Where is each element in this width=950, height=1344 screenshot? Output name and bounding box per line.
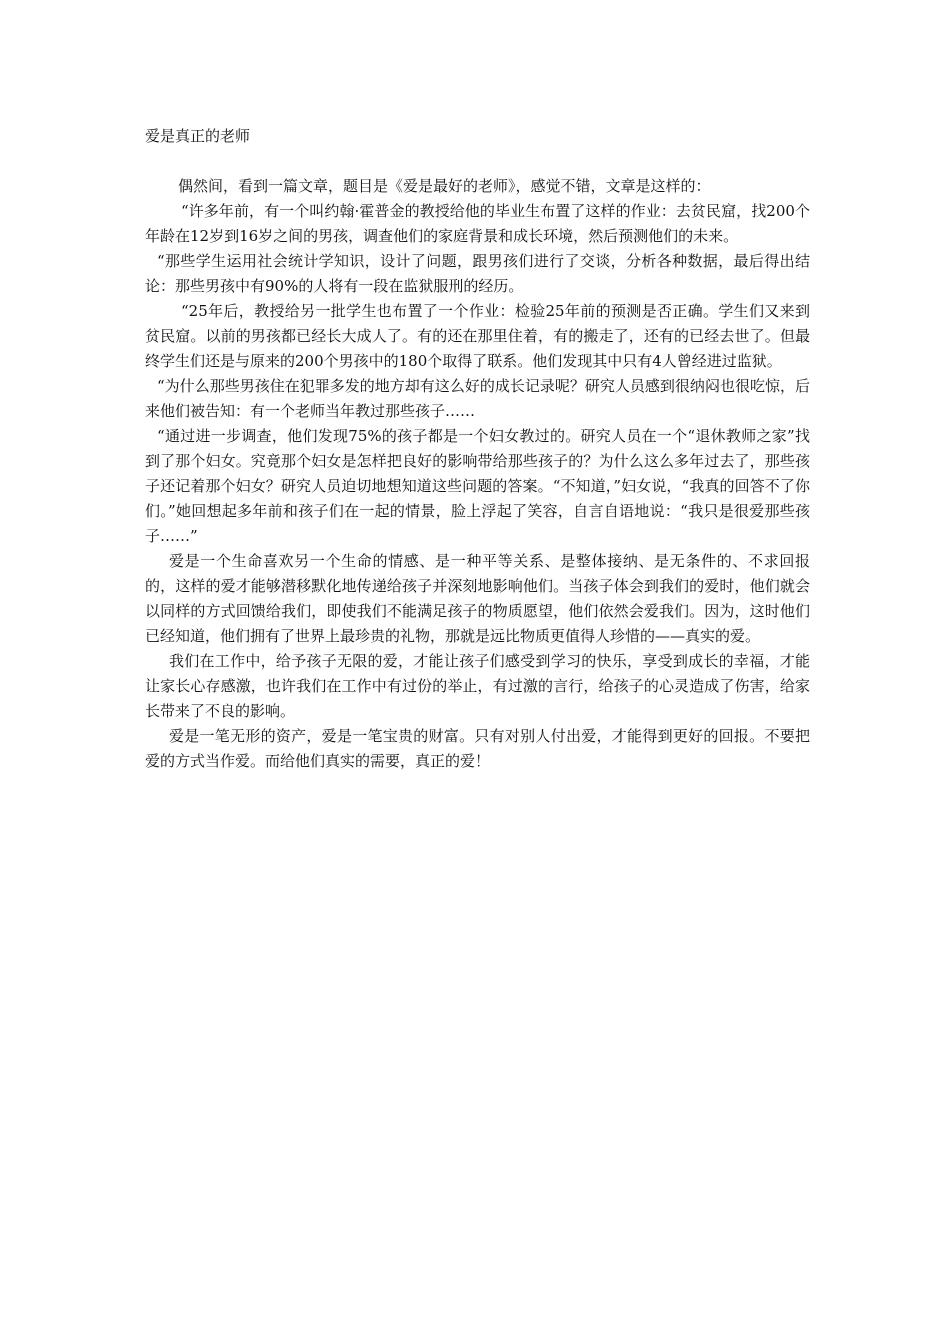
paragraph-reflection-2: 我们在工作中，给予孩子无限的爱，才能让孩子们感受到学习的快乐，享受到成长的幸福，才能让家长心存感激，也许我们在工作中有过份的举止，有过激的言行，给孩子的心灵造成了伤害，给家长带来了不良的影响。 — [145, 652, 810, 720]
document-page — [145, 124, 810, 774]
paragraph-story-2: “那些学生运用社会统计学知识，设计了问题，跟男孩们进行了交谈，分析各种数据，最后得出结论：那些男孩中有90%的人将有一段在监狱服刑的经历。 — [145, 252, 810, 295]
paragraph-story-4: “为什么那些男孩住在犯罪多发的地方却有这么好的成长记录呢？研究人员感到很纳闷也很吃惊，后来他们被告知：有一个老师当年教过那些孩子…… — [145, 377, 810, 420]
paragraph-intro: 偶然间，看到一篇文章，题目是《爱是最好的老师》，感觉不错，文章是这样的： — [178, 177, 711, 195]
document-title: 爱是真正的老师 — [145, 127, 251, 145]
paragraph-story-1: “许多年前，有一个叫约翰·霍普金的教授给他的毕业生布置了这样的作业：去贫民窟，找200个年龄在12岁到16岁之间的男孩，调查他们的家庭背景和成长环境，然后预测他们的未来。 — [145, 202, 810, 245]
paragraph-conclusion: 爱是一笔无形的资产，爱是一笔宝贵的财富。只有对别人付出爱，才能得到更好的回报。不要把爱的方式当作爱。而给他们真实的需要，真正的爱！ — [145, 727, 810, 770]
paragraph-story-3: “25年后，教授给另一批学生也布置了一个作业：检验25年前的预测是否正确。学生们又来到贫民窟。以前的男孩都已经长大成人了。有的还在那里住着，有的搬走了，还有的已经去世了。但最终学生们还是与原来的200个男孩中的180个取得了联系。他们发现其中只有4人曾经进过监狱。 — [145, 302, 810, 370]
paragraph-reflection-1: 爱是一个生命喜欢另一个生命的情感、是一种平等关系、是整体接纳、是无条件的、不求回报的，这样的爱才能够潜移默化地传递给孩子并深刻地影响他们。当孩子体会到我们的爱时，他们就会以同样的方式回馈给我们，即使我们不能满足孩子的物质愿望，他们依然会爱我们。因为，这时他们已经知道，他们拥有了世界上最珍贵的礼物，那就是远比物质更值得人珍惜的——真实的爱。 — [145, 552, 810, 645]
paragraph-story-5: “通过进一步调查，他们发现75%的孩子都是一个妇女教过的。研究人员在一个“退休教师之家”找到了那个妇女。究竟那个妇女是怎样把良好的影响带给那些孩子的？为什么这么多年过去了，那些孩子还记着那个妇女？研究人员迫切地想知道这些问题的答案。“不知道，”妇女说，“我真的回答不了你们。”她回想起多年前和孩子们在一起的情景，脸上浮起了笑容，自言自语地说：“我只是很爱那些孩子……” — [145, 427, 810, 545]
